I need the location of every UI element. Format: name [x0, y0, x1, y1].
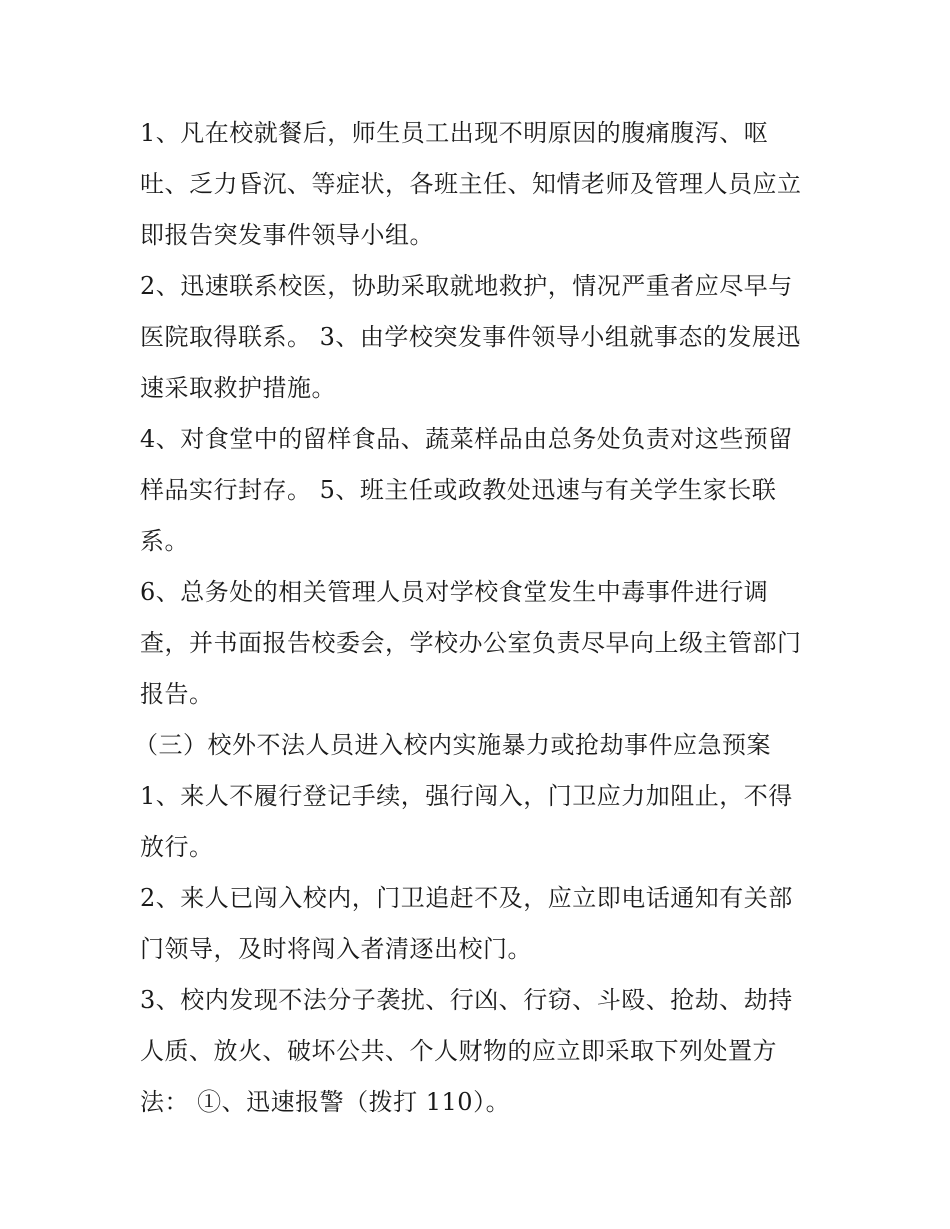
text-line: 1、凡在校就餐后，师生员工出现不明原因的腹痛腹泻、呕	[140, 119, 769, 147]
text-line: 4、对食堂中的留样食品、蔬菜样品由总务处负责对这些预留	[140, 425, 793, 453]
text-line: 系。	[140, 527, 189, 555]
text-line: 查，并书面报告校委会，学校办公室负责尽早向上级主管部门	[140, 629, 802, 657]
text-line: 2、来人已闯入校内，门卫追赶不及，应立即电话通知有关部	[140, 884, 793, 912]
text-line: 1、来人不履行登记手续，强行闯入，门卫应力加阻止，不得	[140, 782, 793, 810]
document-body	[134, 108, 830, 1128]
text-line: 样品实行封存。 5、班主任或政教处迅速与有关学生家长联	[140, 476, 777, 504]
text-line: 放行。	[140, 833, 214, 861]
text-line: 报告。	[140, 680, 214, 708]
text-line: 即报告突发事件领导小组。	[140, 221, 434, 249]
text-line: 人质、放火、破坏公共、个人财物的应立即采取下列处置方	[140, 1037, 777, 1065]
text-line: 3、校内发现不法分子袭扰、行凶、行窃、斗殴、抢劫、劫持	[140, 986, 793, 1014]
text-line: 6、总务处的相关管理人员对学校食堂发生中毒事件进行调	[140, 578, 769, 606]
text-line: 速采取救护措施。	[140, 374, 336, 402]
text-line: 法： ①、迅速报警（拨打 110）。	[140, 1088, 511, 1116]
section-heading: （三）校外不法人员进入校内实施暴力或抢劫事件应急预案	[134, 731, 771, 759]
text-line: 门领导，及时将闯入者清逐出校门。	[140, 935, 532, 963]
text-line: 吐、乏力昏沉、等症状，各班主任、知情老师及管理人员应立	[140, 170, 802, 198]
text-line: 2、迅速联系校医，协助采取就地救护，情况严重者应尽早与	[140, 272, 793, 300]
text-line: 医院取得联系。 3、由学校突发事件领导小组就事态的发展迅	[140, 323, 801, 351]
